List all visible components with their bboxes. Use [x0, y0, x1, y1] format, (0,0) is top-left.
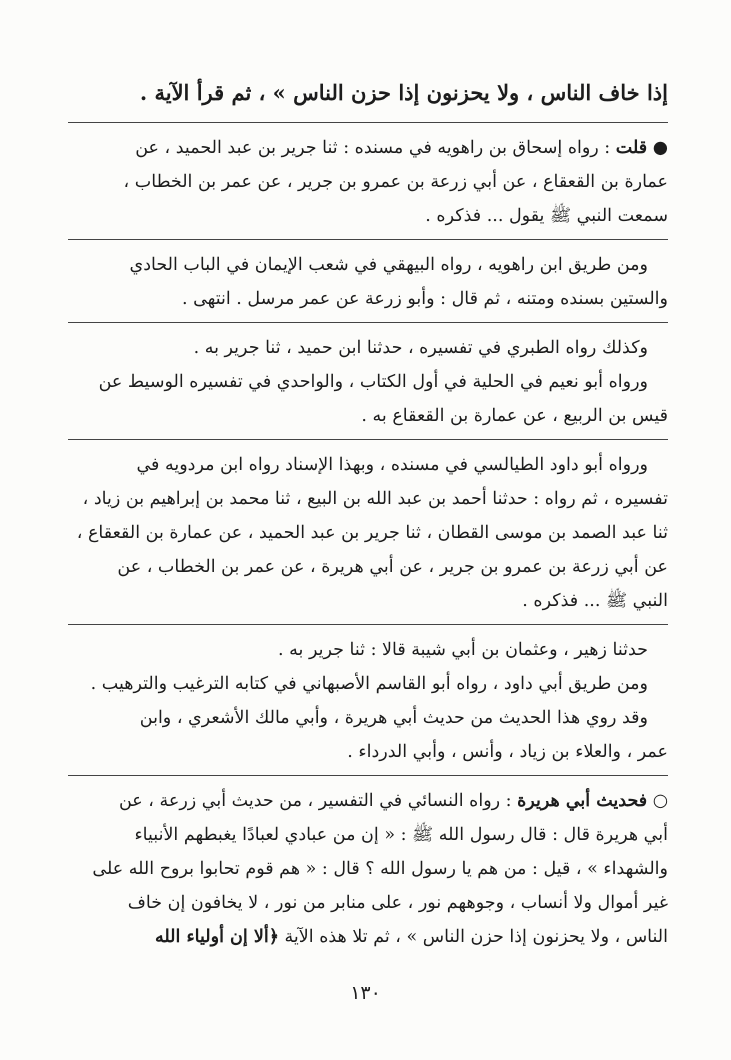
bullet-filled-icon: ●	[652, 138, 668, 158]
text-line: النبي ﷺ ... فذكره .	[522, 591, 668, 611]
paragraph	[68, 331, 668, 433]
text-line: ورواه أبو داود الطيالسي في مسنده ، وبهذا الإسناد رواه ابن مردويه في	[136, 455, 648, 475]
text-run: : رواه إسحاق بن راهويه في مسنده : ثنا جرير بن عبد الحميد ، عن	[135, 138, 611, 158]
text-line: والستين بسنده ومتنه ، ثم قال : وأبو زرعة عن عمر مرسل . انتهى .	[181, 289, 668, 309]
text-line: ثنا عبد الصمد بن موسى القطان ، ثنا جرير بن عبد الحميد ، عن عمارة بن القعقاع ،	[76, 523, 668, 543]
bullet-hollow-icon: ○	[652, 791, 668, 811]
separator-rule	[68, 122, 668, 123]
text-line: ومن طريق أبي داود ، رواه أبو القاسم الأصبهاني في كتابه الترغيب والترهيب .	[90, 674, 648, 694]
text-line	[68, 920, 668, 954]
text-line: عمر ، والعلاء بن زياد ، وأنس ، وأبي الدرداء .	[347, 742, 668, 762]
lead-word: قلت	[615, 138, 648, 158]
text-line: عمارة بن القعقاع ، عن أبي زرعة بن عمرو بن جرير ، عن عمر بن الخطاب ،	[123, 172, 668, 192]
text-line: غير أموال ولا أنساب ، وجوههم نور ، على منابر من نور ، لا يخافون إن خاف	[127, 893, 668, 913]
separator-rule	[68, 322, 668, 323]
text-line: وقد روي هذا الحديث من حديث أبي هريرة ، وأبي مالك الأشعري ، وابن	[139, 708, 648, 728]
text-line: ورواه أبو نعيم في الحلية في أول الكتاب ، والواحدي في تفسيره الوسيط عن	[98, 372, 648, 392]
separator-rule	[68, 624, 668, 625]
text-run: : رواه النسائي في التفسير ، من حديث أبي زرعة ، عن	[118, 791, 512, 811]
title-line: إذا خاف الناس ، ولا يحزنون إذا حزن الناس » ، ثم قرأ الآية .	[139, 80, 668, 105]
verse-bracket: ﴿	[268, 927, 279, 947]
text-line: قيس بن الربيع ، عن عمارة بن القعقاع به .	[361, 406, 668, 426]
text-line: سمعت النبي ﷺ يقول ... فذكره .	[425, 206, 668, 226]
separator-rule	[68, 775, 668, 776]
text-line: ومن طريق ابن راهويه ، رواه البيهقي في شعب الإيمان في الباب الحادي	[129, 255, 648, 275]
page-number: ١٣٠	[350, 982, 381, 1004]
separator-rule	[68, 239, 668, 240]
paragraph-qult	[68, 131, 668, 233]
page-body	[68, 70, 668, 954]
text-run: الناس ، ولا يحزنون إذا حزن الناس » ، ثم تلا هذه الآية	[284, 927, 668, 947]
text-line: وكذلك رواه الطبري في تفسيره ، حدثنا ابن حميد ، ثنا جرير به .	[193, 338, 648, 358]
text-line: أبي هريرة قال : قال رسول الله ﷺ : « إن من عبادي لعبادًا يغبطهم الأنبياء	[134, 825, 668, 845]
text-line: حدثنا زهير ، وعثمان بن أبي شيبة قالا : ثنا جرير به .	[278, 640, 648, 660]
paragraph	[68, 633, 668, 769]
separator-rule	[68, 439, 668, 440]
quran-verse: ألا إن أولياء الله	[154, 927, 269, 947]
text-line	[68, 131, 668, 165]
paragraph	[68, 248, 668, 316]
text-line: والشهداء » ، قيل : من هم يا رسول الله ؟ قال : « هم قوم تحابوا بروح الله على	[92, 859, 668, 879]
text-line: عن أبي زرعة بن عمرو بن جرير ، عن أبي هريرة ، عن عمر بن الخطاب ، عن	[117, 557, 668, 577]
paragraph	[68, 448, 668, 618]
lead-phrase: فحديث أبي هريرة	[517, 791, 648, 811]
paragraph-abu-hurayra	[68, 784, 668, 954]
text-line: تفسيره ، ثم رواه : حدثنا أحمد بن عبد الله بن البيع ، ثنا محمد بن إبراهيم بن زياد ،	[82, 489, 668, 509]
text-line	[68, 784, 668, 818]
